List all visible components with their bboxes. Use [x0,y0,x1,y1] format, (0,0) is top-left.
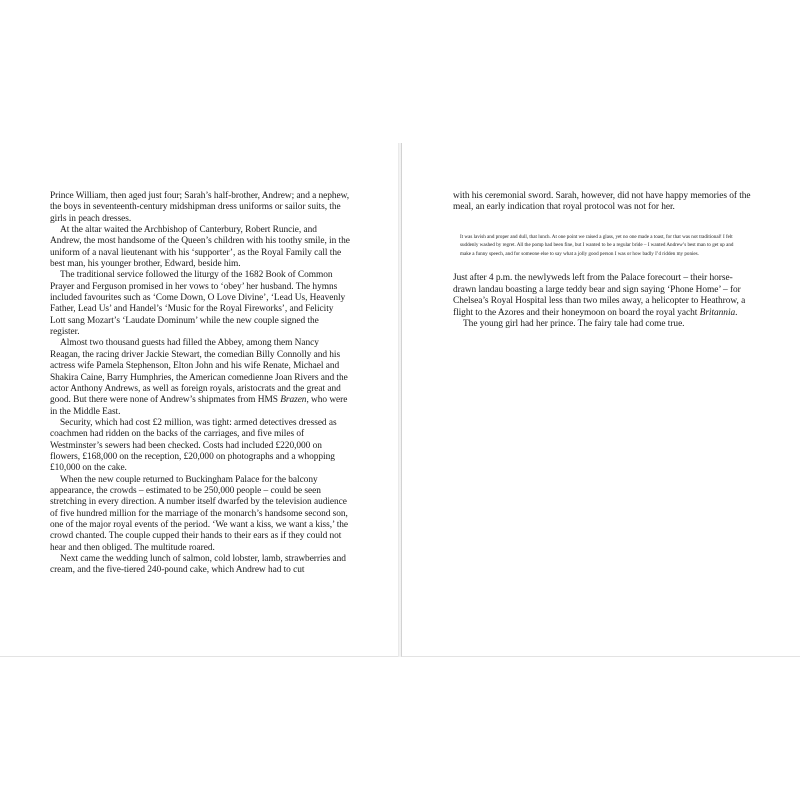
paragraph: At the altar waited the Archbishop of Canterbury, Robert Runcie, and Andrew, the most handsome of the Queen’s children with his toothy smile, in the uniform of a naval lieutenant with his ‘supporter’, as the Royal Family call the best man, his younger brother, Edward, beside him. [50,225,350,270]
paragraph [453,273,753,318]
paragraph: Security, which had cost £2 million, was tight: armed detectives dressed as coachmen had ridden on the backs of the carriages, and five miles of Westminster’s sewers had been checked. Costs had included £220,000 on flowers, £168,000 on the reception, £20,000 on photographs and a whopping £10,000 on the cake. [50,417,337,474]
paragraph-text: , who were in the Middle East. [50,395,348,417]
paragraph: The young girl had her prince. The fairy tale had come true. [463,318,685,329]
left-page [0,143,399,657]
paragraph: The traditional service followed the liturgy of the 1682 Book of Common Prayer and Ferguson promised in her vows to ‘obey’ her husband. The hymns included favourites such as ‘Come Down, O Love Divine’, ‘Lead Us, Heavenly Father, Lead Us’ and Handel’s ‘Music for the Royal Fireworks’, and Felicity Lott sang Mozart’s ‘Laudate Dominum’ while the new couple signed the register. [50,270,346,338]
paragraph-text: Just after 4 p.m. the newlyweds left from the Palace forecourt – their horse-drawn landau boasting a large teddy bear and sign saying ‘Phone Home’ – for Chelsea’s Royal Hospital less than two miles away, a helicopter to Heathrow, a flight to the Azores and their honeymoon on board the royal yacht [453,273,746,318]
paragraph: Next came the wedding lunch of salmon, cold lobster, lamb, strawberries and cream, and the five-tiered 240-pound cake, which Andrew had to cut [50,554,346,576]
yacht-name: Britannia [699,307,736,318]
paragraph-text: . [735,307,738,318]
right-page [401,143,800,657]
paragraph-text: Almost two thousand guests had filled the Abbey, among them Nancy Reagan, the racing driver Jackie Stewart, the comedian Billy Connolly and his actress wife Pamela Stephenson, Elton John and his wife Renate, Michael and Shakira Caine, Barry Humphries, the American comedienne Joan Rivers and the actor Anthony Andrews, as well as foreign royals, aristocrats and the great and good. But there were none of Andrew’s shipmates from HMS [50,338,348,406]
left-page-text [50,191,350,577]
paragraph: When the new couple returned to Buckingham Palace for the balcony appearance, the crowds – estimated to be 250,000 people – could be seen stretching in every direction. A number itself dwarfed by the television audience of five hundred million for the marriage of the monarch’s handsome second son, one of the major royal events of the period. ‘We want a kiss, we want a kiss,’ the crowd chanted. The couple cupped their hands to their ears as if they could not hear and then obliged. The multitude roared. [50,474,349,553]
paragraph: with his ceremonial sword. Sarah, however, did not have happy memories of the meal, an early indication that royal protocol was not for her. [453,191,751,213]
ship-name: Brazen [280,395,307,406]
right-page-text [453,191,753,330]
block-quote: It was lavish and proper and dull, that lunch. At one point we raised a glass, yet no one made a toast, for that was not traditional! I felt suddenly washed by regret. All the pomp had been fine, but I wanted to be a regular bride – I wanted Andrew’s best man to get up and make a funny speech, and for someone else to say what a jolly good person I was or how badly I’d ridden my ponies. [460,233,734,257]
paragraph: Prince William, then aged just four; Sarah’s half-brother, Andrew; and a nephew, the boys in seventeenth-century midshipman dress uniforms or sailor suits, the girls in peach dresses. [50,191,350,224]
paragraph [50,338,350,417]
